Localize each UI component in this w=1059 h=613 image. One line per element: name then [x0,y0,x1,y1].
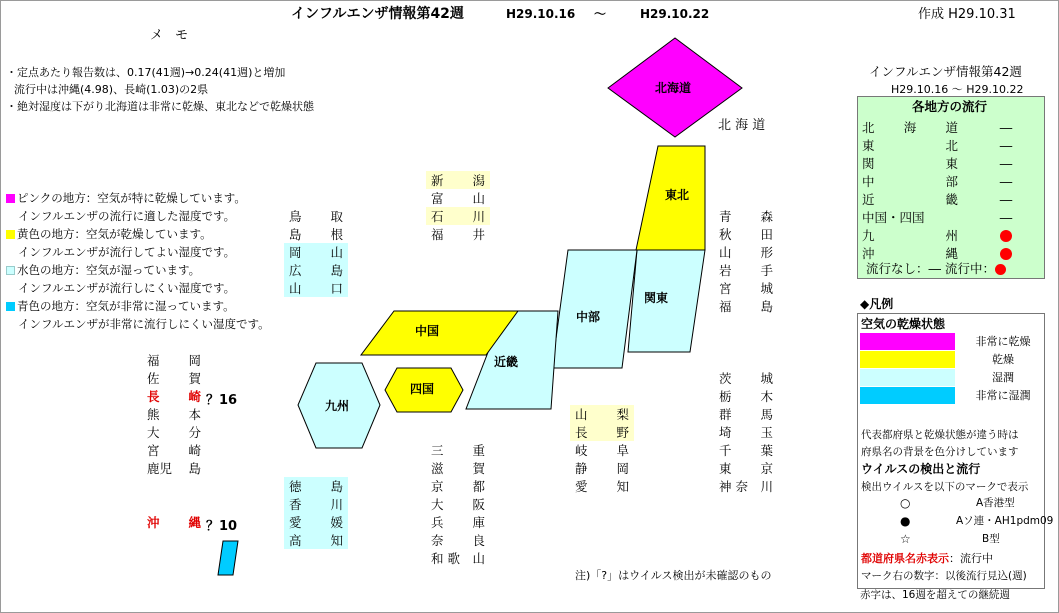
panel-heading: 各地方の流行 [912,99,988,114]
mark-label: B型 [982,533,1000,545]
pref-nagasaki: 長 崎 [147,389,201,404]
swatch-label: 非常に乾燥 [975,335,1031,348]
panel-dates: H29.10.16 ～ H29.10.22 [891,83,1024,96]
pref-fukushima: 福 島 [719,299,773,314]
pref-ibaraki: 茨 城 [719,371,773,386]
pref-saga: 佐 賀 [147,371,201,386]
legend-blue-line: 青色の地方：空気が非常に湿っています。 [6,301,235,313]
pref-tottori: 鳥 取 [289,209,343,224]
legend-blue-desc: インフルエンザが非常に流行しにくい湿度です。 [18,317,270,331]
pref-iwate: 岩 手 [719,263,773,278]
pref-gifu: 岐 阜 [575,443,629,458]
mark-label: A香港型 [976,497,1015,509]
pref-tokushima: 徳 島 [284,477,348,495]
virus-desc: 検出ウイルスを以下のマークで表示 [861,481,1029,493]
active-dot-icon [1000,230,1012,242]
pref-nara: 奈 良 [431,533,485,548]
red-num-desc: 赤字は、16週を超えての継続週 [860,589,1010,601]
pref-okinawa: 沖 縄 [147,515,201,530]
memo-title: メ モ [150,28,193,43]
status-row-kyushu: 九 州 [862,226,1042,244]
legend-box [857,313,1054,589]
pref-niigata: 新 潟 [426,171,490,189]
swatch-very-humid [860,387,955,404]
pref-hokkaido: 北 海 道 [718,118,766,133]
footnote: 注)「?」はウイルス検出が未確認のもの [575,569,772,582]
swatch-label: 非常に湿潤 [975,389,1031,402]
pref-kagoshima: 鹿児 島 [147,461,201,476]
region-chubu-shape[interactable] [552,250,637,368]
legend-pink-line: ピンクの地方：空気が特に乾燥しています。 [6,193,246,205]
rep-text: 府県名の背景を色分けしています [861,446,1019,458]
region-label-hokkaido: 北海道 [655,81,692,95]
pref-kumamoto: 熊 本 [147,407,201,422]
pref-aichi: 愛 知 [575,479,629,494]
status-row-kanto: 関 東 ― [862,155,1013,171]
pref-tochigi: 栃 木 [719,389,773,404]
status-row-chugoku-shikoku: 中国・四国 ― [862,209,1013,225]
mark-okinawa: ？10 [206,519,238,534]
status-row-tohoku: 東 北 ― [862,137,1013,153]
legend-yellow-desc: インフルエンザが流行してよい湿度です。 [18,245,236,259]
pref-tokyo: 東 京 [719,461,773,476]
swatch-label: 乾燥 [992,353,1014,366]
swatch-humid [860,369,955,386]
date-to: H29.10.22 [640,7,710,21]
active-dot-icon [1000,248,1012,260]
pref-yamaguchi: 山 口 [284,279,348,297]
pref-toyama: 富 山 [431,191,485,206]
active-dot-icon [995,264,1006,275]
date-tilde: ～ [594,7,607,21]
region-label-chugoku: 中国 [415,324,440,338]
rep-text: 代表都府県と乾燥状態が違う時は [861,429,1019,441]
pref-akita: 秋 田 [719,227,773,242]
panel-footer: 流行なし：― 流行中： [866,263,1006,276]
status-row-okinawa: 沖 縄 [862,244,1042,262]
pref-kochi: 高 知 [284,531,348,549]
region-label-chubu: 中部 [576,310,601,324]
status-row-hokkaido: 北 海 道 ― [862,119,1013,135]
legend-title: ◆凡例 [860,297,894,311]
memo-line: ・定点あたり報告数は、0.17(41週)→0.24(41週)と増加 [6,66,286,79]
panel-title: インフルエンザ情報第42週 [869,64,1022,79]
memo-line: ・絶対湿度は下がり北海道は非常に乾燥、東北などで乾燥状態 [6,100,314,113]
pref-osaka: 大 阪 [431,497,485,512]
virus-title: ウイルスの検出と流行 [861,462,981,476]
pref-hyogo: 兵 庫 [431,515,485,530]
pref-miyazaki: 宮 崎 [147,443,201,458]
pref-shimane: 島 根 [289,227,343,242]
memo-line: 流行中は沖縄(4.98)、長崎(1.03)の2県 [14,83,209,96]
pref-gunma: 群 馬 [719,407,773,422]
region-label-tohoku: 東北 [665,188,690,202]
mark-label: Aソ連・AH1pdm09 [956,515,1054,527]
region-label-kinki: 近畿 [494,355,519,369]
pref-fukui: 福 井 [431,227,485,242]
regional-status-panel [857,96,1045,279]
pref-okayama: 岡 山 [284,243,348,261]
number-desc: マーク右の数字：以後流行見込(週) [861,570,1027,582]
mark-nagasaki: ？16 [206,393,238,408]
pref-mie: 三 重 [431,443,485,458]
date-from: H29.10.16 [506,7,576,21]
legend-cyan-desc: インフルエンザが流行しにくい湿度です。 [18,281,236,295]
swatch-very-dry [860,333,955,350]
dryness-title: 空気の乾燥状態 [861,317,946,331]
swatch-dry [860,351,955,368]
pref-nagano: 長 野 [570,423,634,441]
page-title: インフルエンザ情報第42週 [291,6,464,22]
pref-yamanashi: 山 梨 [570,405,634,423]
pref-chiba: 千 葉 [719,443,773,458]
region-okinawa-shape[interactable] [218,541,238,575]
pref-kyoto: 京 都 [431,479,485,494]
legend-cyan-line: 水色の地方：空気が湿っています。 [6,265,200,277]
pref-shiga: 滋 賀 [431,461,485,476]
pref-shizuoka: 静 岡 [575,461,629,476]
pref-ishikawa: 石 川 [426,207,490,225]
legend-yellow-line: 黄色の地方：空気が乾燥しています。 [6,229,212,241]
swatch-label: 湿潤 [992,371,1014,384]
pref-fukuoka: 福 岡 [147,353,201,368]
created-date: 作成 H29.10.31 [918,7,1016,22]
mark-typeb-icon: ☆ [900,532,911,546]
pref-miyagi: 宮 城 [719,281,773,296]
region-label-kanto: 関東 [644,291,669,305]
mark-hongkong-icon: ○ [900,496,911,510]
status-row-kinki: 近 畿 ― [862,191,1013,207]
status-row-chubu: 中 部 ― [862,173,1013,189]
region-label-kyushu: 九州 [325,399,350,413]
red-label-line: 都道府県名赤表示：流行中 [861,552,993,565]
region-label-shikoku: 四国 [410,382,435,396]
mark-soviet-icon: ● [900,514,911,528]
pref-kagawa: 香 川 [284,495,348,513]
pref-aomori: 青 森 [719,209,773,224]
pref-kanagawa: 神 奈 川 [719,479,773,494]
pref-oita: 大 分 [147,425,201,440]
pref-wakayama: 和 歌 山 [431,551,485,566]
pref-yamagata: 山 形 [719,245,773,260]
pref-ehime: 愛 媛 [284,513,348,531]
pref-saitama: 埼 玉 [719,425,773,440]
legend-pink-desc: インフルエンザの流行に適した湿度です。 [18,209,236,223]
pref-hiroshima: 広 島 [284,261,348,279]
